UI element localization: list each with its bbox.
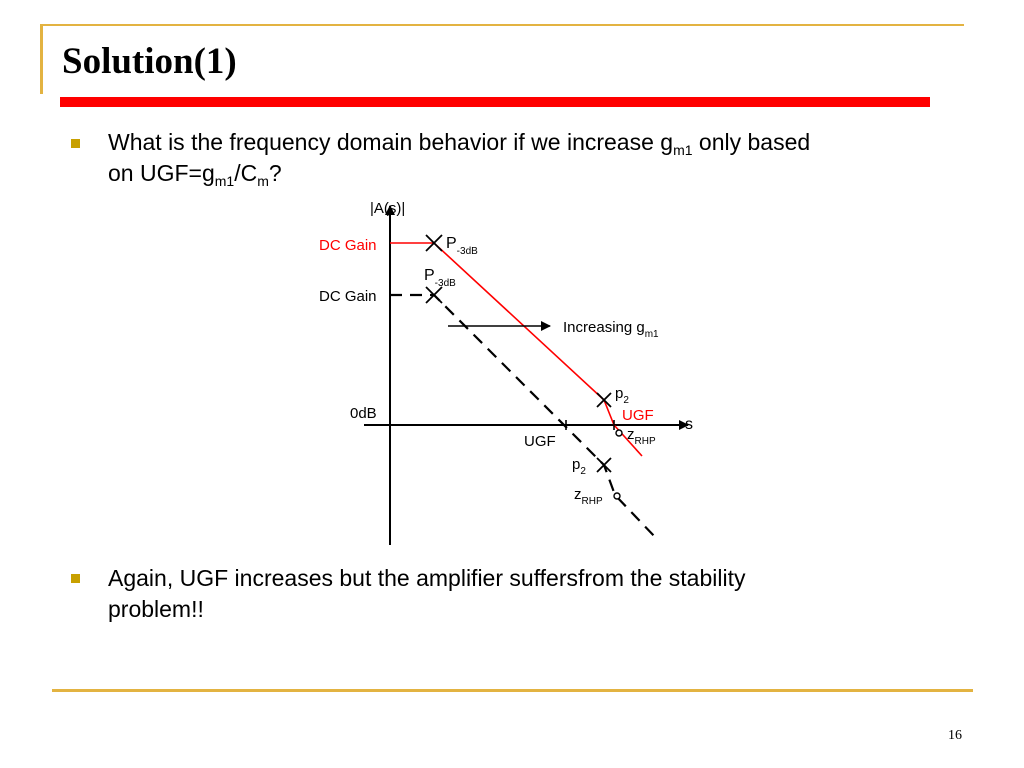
red-p3db-sub: -3dB — [456, 246, 478, 257]
zero-db-label: 0dB — [350, 405, 377, 422]
bullet-1-text: What is the frequency domain behavior if we increase g — [108, 129, 674, 155]
black-p2-main: p — [572, 456, 581, 473]
red-p3db-main: P — [446, 235, 457, 252]
bullet-1-text: on UGF=g — [108, 160, 215, 186]
black-p2-label — [572, 456, 586, 477]
page-number: 16 — [948, 728, 962, 743]
bullet-2-line-2: problem!! — [108, 596, 204, 622]
subscript: m1 — [214, 173, 235, 189]
red-zrhp-main: z — [627, 426, 635, 443]
red-ugf-label: UGF — [622, 407, 654, 424]
black-ugf-label: UGF — [524, 433, 556, 450]
bullet-1-text: ? — [268, 160, 282, 186]
red-p2-sub: 2 — [623, 395, 629, 406]
red-p2-main: p — [615, 385, 624, 402]
red-zero-circle-icon — [616, 430, 622, 436]
slide-title: Solution(1) — [62, 41, 237, 82]
red-p3db-label — [446, 235, 478, 257]
black-p3db-label — [424, 267, 456, 289]
black-p3db-sub: -3dB — [434, 278, 456, 289]
red-p2-label — [615, 385, 629, 406]
black-zrhp-sub: RHP — [581, 496, 603, 507]
dashed-zero-circle-icon — [614, 493, 620, 499]
black-p3db-main: P — [424, 267, 435, 284]
black-zrhp-label — [574, 486, 603, 507]
bullet-1-text: /C — [234, 160, 258, 186]
bullet-2-line-1: Again, UGF increases but the amplifier suffersfrom the stability — [108, 565, 746, 591]
bullet-marker — [71, 574, 80, 583]
red-zrhp-sub: RHP — [634, 436, 656, 447]
y-axis-label: |A(s)| — [370, 200, 406, 217]
increasing-gm1-label — [563, 319, 659, 340]
footer-rule — [52, 689, 973, 692]
x-axis-label: s — [685, 416, 693, 433]
subscript: m1 — [673, 142, 693, 158]
increasing-gm1-sub: m1 — [644, 329, 659, 340]
black-zrhp-main: z — [574, 486, 582, 503]
bullet-1-text: only based — [692, 129, 811, 155]
black-dc-gain-label: DC Gain — [319, 288, 377, 305]
increasing-gm1-main: Increasing g — [563, 319, 645, 336]
subscript: m — [257, 173, 269, 189]
red-dc-gain-label: DC Gain — [319, 237, 377, 254]
black-p2-sub: 2 — [580, 466, 586, 477]
